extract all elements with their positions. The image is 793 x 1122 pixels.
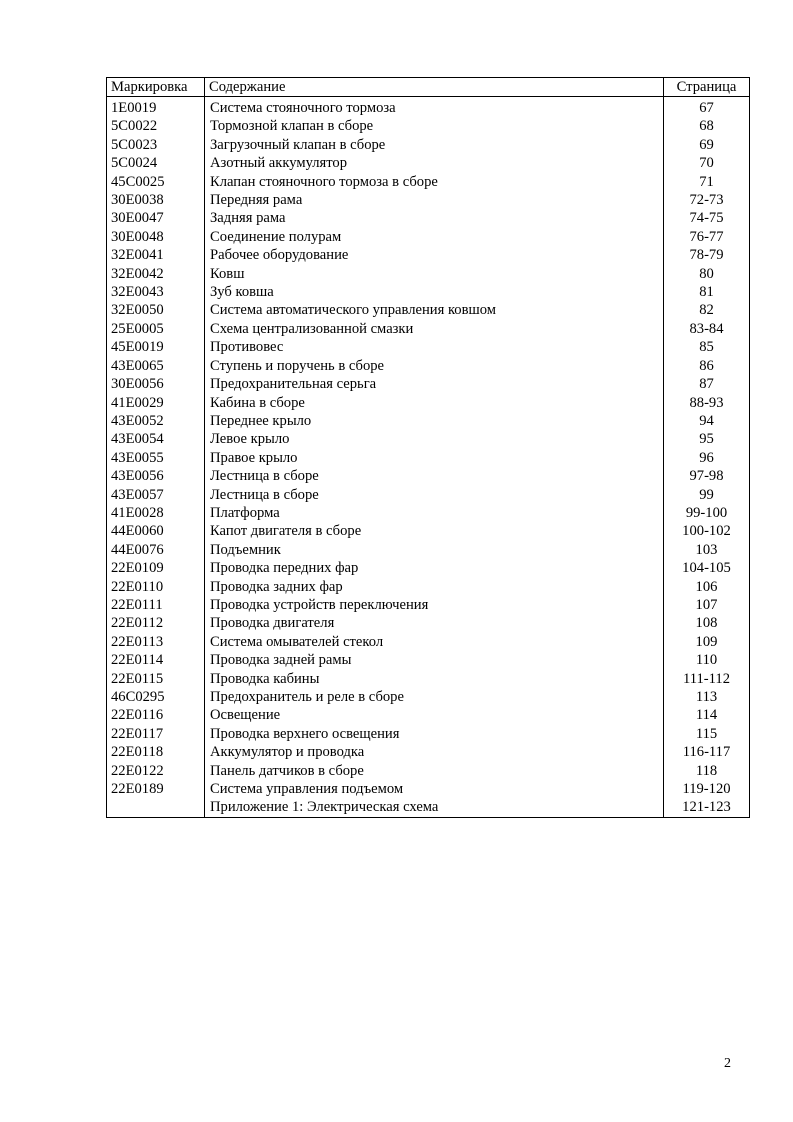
row-title: Платформа [205, 504, 664, 522]
contents-table [106, 77, 750, 818]
row-page: 71 [664, 173, 750, 191]
row-title: Рабочее оборудование [205, 246, 664, 264]
table-row [107, 467, 750, 485]
row-title: Проводка устройств переключения [205, 596, 664, 614]
row-title: Тормозной клапан в сборе [205, 117, 664, 135]
row-page: 109 [664, 633, 750, 651]
row-page: 104-105 [664, 559, 750, 577]
row-title: Левое крыло [205, 430, 664, 448]
row-code: 22E0111 [107, 596, 205, 614]
table-row [107, 394, 750, 412]
row-page: 106 [664, 578, 750, 596]
row-page: 69 [664, 136, 750, 154]
row-page: 107 [664, 596, 750, 614]
row-title: Система стояночного тормоза [205, 97, 664, 118]
row-code: 30E0047 [107, 209, 205, 227]
row-title: Система управления подъемом [205, 780, 664, 798]
row-title: Предохранительная серьга [205, 375, 664, 393]
row-page: 70 [664, 154, 750, 172]
row-page: 85 [664, 338, 750, 356]
row-title: Проводка двигателя [205, 614, 664, 632]
table-row [107, 522, 750, 540]
table-row [107, 173, 750, 191]
row-page: 83-84 [664, 320, 750, 338]
row-page: 118 [664, 762, 750, 780]
row-code: 30E0038 [107, 191, 205, 209]
table-row [107, 338, 750, 356]
row-title: Зуб ковша [205, 283, 664, 301]
row-title: Схема централизованной смазки [205, 320, 664, 338]
header-row [107, 78, 750, 97]
table-row [107, 301, 750, 319]
row-page: 119-120 [664, 780, 750, 798]
row-page: 81 [664, 283, 750, 301]
row-code [107, 798, 205, 817]
contents-body [107, 97, 750, 818]
row-page: 113 [664, 688, 750, 706]
row-title: Система омывателей стекол [205, 633, 664, 651]
table-row [107, 651, 750, 669]
row-page: 95 [664, 430, 750, 448]
table-row [107, 688, 750, 706]
row-code: 43E0055 [107, 449, 205, 467]
row-page: 88-93 [664, 394, 750, 412]
row-code: 22E0110 [107, 578, 205, 596]
row-title: Проводка задних фар [205, 578, 664, 596]
table-row [107, 265, 750, 283]
table-row [107, 412, 750, 430]
table-row [107, 357, 750, 375]
row-page: 115 [664, 725, 750, 743]
row-code: 5C0022 [107, 117, 205, 135]
row-code: 45E0019 [107, 338, 205, 356]
row-title: Передняя рама [205, 191, 664, 209]
row-title: Приложение 1: Электрическая схема [205, 798, 664, 817]
row-page: 99 [664, 486, 750, 504]
row-code: 43E0056 [107, 467, 205, 485]
header-code: Маркировка [107, 78, 205, 97]
row-title: Ступень и поручень в сборе [205, 357, 664, 375]
row-title: Противовес [205, 338, 664, 356]
row-code: 32E0043 [107, 283, 205, 301]
row-title: Система автоматического управления ковшом [205, 301, 664, 319]
row-title: Переднее крыло [205, 412, 664, 430]
table-row [107, 578, 750, 596]
table-row [107, 430, 750, 448]
row-page: 121-123 [664, 798, 750, 817]
table-row [107, 136, 750, 154]
row-code: 22E0112 [107, 614, 205, 632]
row-code: 43E0057 [107, 486, 205, 504]
table-row [107, 117, 750, 135]
row-title: Кабина в сборе [205, 394, 664, 412]
table-row [107, 633, 750, 651]
table-row [107, 541, 750, 559]
row-page: 114 [664, 706, 750, 724]
table-row [107, 504, 750, 522]
row-title: Загрузочный клапан в сборе [205, 136, 664, 154]
row-title: Задняя рама [205, 209, 664, 227]
table-row [107, 725, 750, 743]
row-code: 22E0118 [107, 743, 205, 761]
row-title: Освещение [205, 706, 664, 724]
row-page: 111-112 [664, 670, 750, 688]
table-row [107, 154, 750, 172]
row-title: Панель датчиков в сборе [205, 762, 664, 780]
row-page: 82 [664, 301, 750, 319]
row-code: 46C0295 [107, 688, 205, 706]
table-row [107, 614, 750, 632]
table-row [107, 486, 750, 504]
header-page: Страница [664, 78, 750, 97]
page-number: 2 [724, 1056, 731, 1071]
row-code: 43E0052 [107, 412, 205, 430]
table-row [107, 780, 750, 798]
row-title: Правое крыло [205, 449, 664, 467]
table-row [107, 97, 750, 118]
row-code: 32E0042 [107, 265, 205, 283]
row-title: Проводка передних фар [205, 559, 664, 577]
row-code: 45C0025 [107, 173, 205, 191]
row-code: 22E0117 [107, 725, 205, 743]
row-page: 80 [664, 265, 750, 283]
row-code: 22E0109 [107, 559, 205, 577]
row-code: 22E0113 [107, 633, 205, 651]
row-title: Лестница в сборе [205, 467, 664, 485]
row-code: 1E0019 [107, 97, 205, 118]
row-page: 76-77 [664, 228, 750, 246]
row-page: 87 [664, 375, 750, 393]
table-row [107, 798, 750, 817]
row-page: 99-100 [664, 504, 750, 522]
row-code: 25E0005 [107, 320, 205, 338]
row-code: 22E0122 [107, 762, 205, 780]
row-page: 72-73 [664, 191, 750, 209]
table-row [107, 449, 750, 467]
header-title: Содержание [205, 78, 664, 97]
row-page: 100-102 [664, 522, 750, 540]
row-page: 108 [664, 614, 750, 632]
row-code: 41E0028 [107, 504, 205, 522]
row-code: 43E0054 [107, 430, 205, 448]
table-row [107, 670, 750, 688]
row-page: 96 [664, 449, 750, 467]
row-page: 103 [664, 541, 750, 559]
row-code: 22E0189 [107, 780, 205, 798]
table-row [107, 320, 750, 338]
table-row [107, 596, 750, 614]
row-code: 44E0060 [107, 522, 205, 540]
row-page: 116-117 [664, 743, 750, 761]
row-page: 110 [664, 651, 750, 669]
table-row [107, 228, 750, 246]
row-page: 86 [664, 357, 750, 375]
row-code: 5C0024 [107, 154, 205, 172]
row-title: Клапан стояночного тормоза в сборе [205, 173, 664, 191]
row-page: 74-75 [664, 209, 750, 227]
row-title: Проводка верхнего освещения [205, 725, 664, 743]
row-code: 32E0041 [107, 246, 205, 264]
row-code: 32E0050 [107, 301, 205, 319]
table-row [107, 743, 750, 761]
row-title: Ковш [205, 265, 664, 283]
row-code: 22E0116 [107, 706, 205, 724]
row-code: 5C0023 [107, 136, 205, 154]
row-page: 67 [664, 97, 750, 118]
row-code: 30E0056 [107, 375, 205, 393]
table-row [107, 246, 750, 264]
table-row [107, 762, 750, 780]
table-row [107, 191, 750, 209]
row-title: Предохранитель и реле в сборе [205, 688, 664, 706]
row-page: 78-79 [664, 246, 750, 264]
row-title: Капот двигателя в сборе [205, 522, 664, 540]
row-code: 44E0076 [107, 541, 205, 559]
row-title: Соединение полурам [205, 228, 664, 246]
row-code: 22E0114 [107, 651, 205, 669]
table-row [107, 209, 750, 227]
row-title: Лестница в сборе [205, 486, 664, 504]
row-title: Проводка кабины [205, 670, 664, 688]
row-code: 22E0115 [107, 670, 205, 688]
row-code: 30E0048 [107, 228, 205, 246]
row-title: Проводка задней рамы [205, 651, 664, 669]
table-row [107, 375, 750, 393]
row-title: Азотный аккумулятор [205, 154, 664, 172]
row-page: 68 [664, 117, 750, 135]
row-title: Аккумулятор и проводка [205, 743, 664, 761]
table-row [107, 706, 750, 724]
row-title: Подъемник [205, 541, 664, 559]
row-page: 94 [664, 412, 750, 430]
row-code: 41E0029 [107, 394, 205, 412]
row-code: 43E0065 [107, 357, 205, 375]
table-row [107, 559, 750, 577]
row-page: 97-98 [664, 467, 750, 485]
table-row [107, 283, 750, 301]
